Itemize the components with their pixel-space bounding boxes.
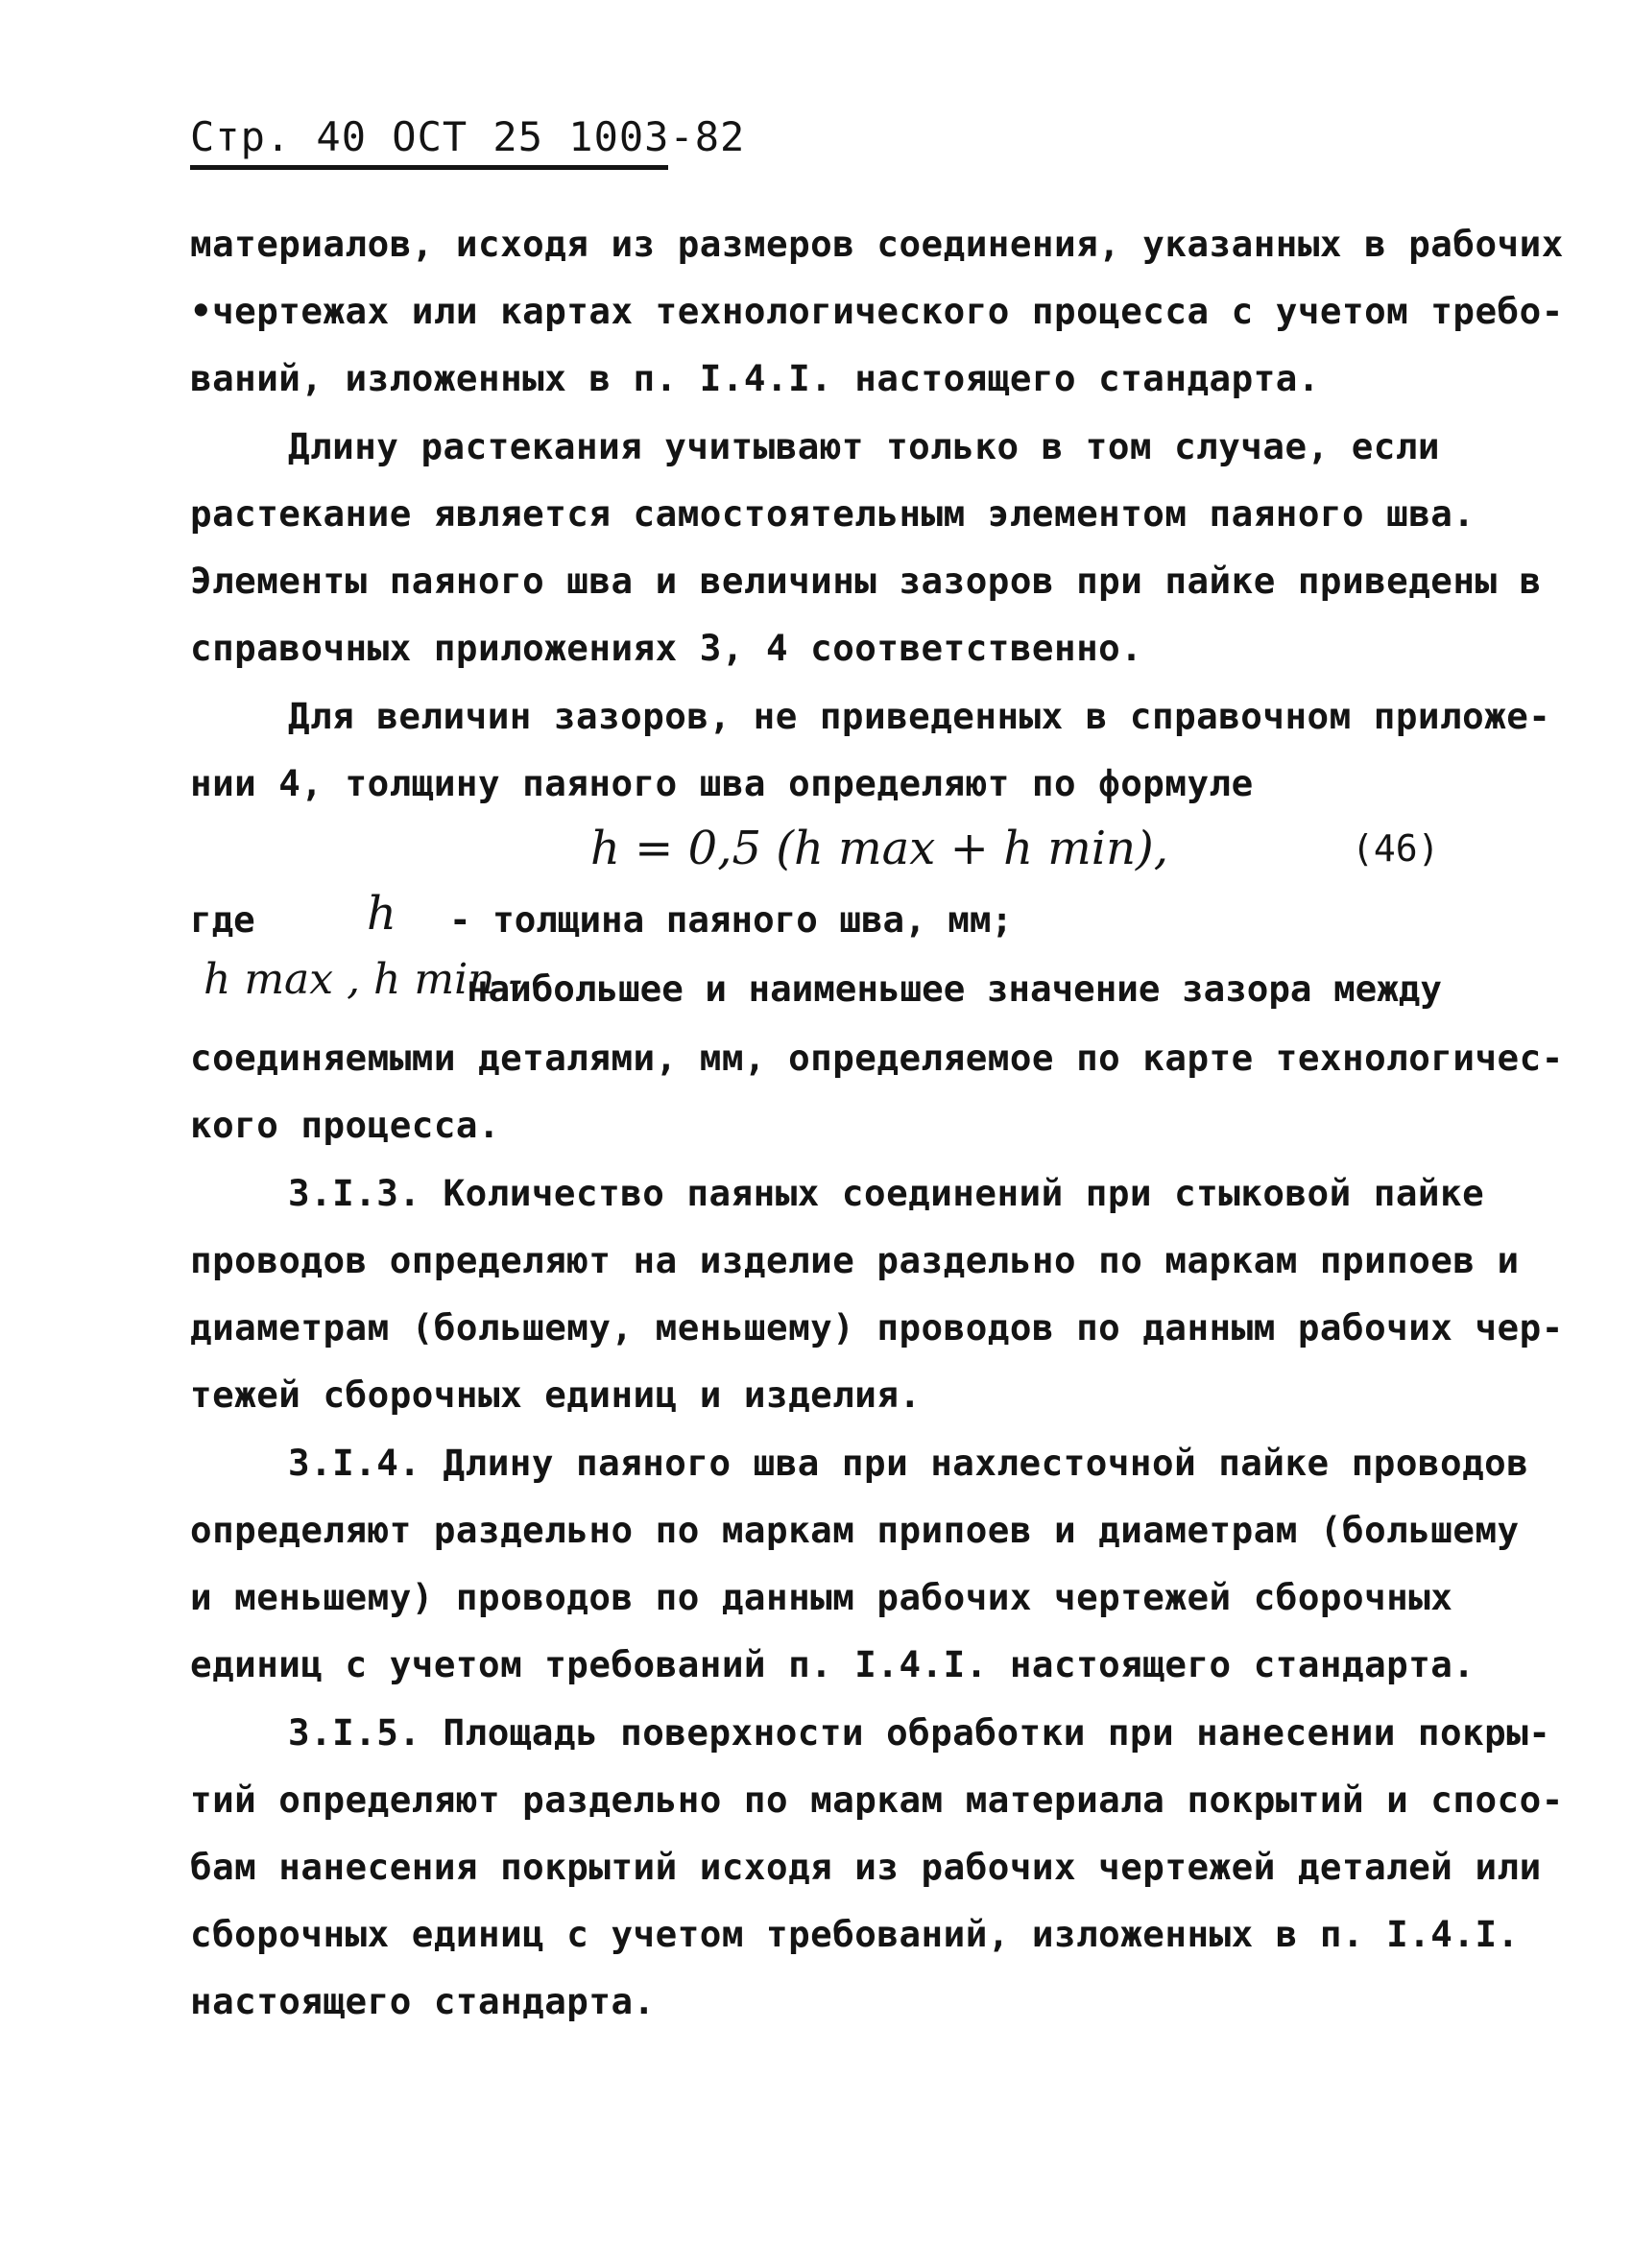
text-line: и меньшему) проводов по данным рабочих чертежей сборочных: [190, 1576, 1453, 1618]
text-line: тежей сборочных единиц и изделия.: [190, 1373, 922, 1416]
text-line: Элементы паяного шва и величины зазоров при пайке приведены в: [190, 560, 1542, 602]
text-line: Длину растекания учитывают только в том случае, если: [288, 425, 1440, 467]
text-line: растекание является самостоятельным элементом паяного шва.: [190, 492, 1476, 535]
variable-h-description: - толщина паяного шва, мм;: [449, 898, 1013, 941]
text-line: бам нанесения покрытий исходя из рабочих чертежей деталей или: [190, 1846, 1542, 1888]
header-underline: [190, 165, 668, 170]
text-line: •чертежах или картах технологического процесса с учетом требо-: [190, 290, 1564, 332]
text-line: нии 4, толщину паяного шва определяют по формуле: [190, 762, 1254, 804]
variable-hmax-hmin-description: наибольшее и наименьшее значение зазора между: [467, 967, 1442, 1010]
where-label: где: [190, 898, 255, 941]
text-line: единиц с учетом требований п. I.4.I. настоящего стандарта.: [190, 1643, 1476, 1685]
text-line: 3.I.3. Количество паяных соединений при стыковой пайке: [288, 1172, 1485, 1214]
text-line: Для величин зазоров, не приведенных в справочном приложе-: [288, 695, 1551, 737]
text-line: проводов определяют на изделие раздельно по маркам припоев и: [190, 1239, 1520, 1281]
text-line: справочных приложениях 3, 4 соответственно.: [190, 627, 1143, 669]
text-line: сборочных единиц с учетом требований, изложенных в п. I.4.I.: [190, 1913, 1520, 1955]
text-line: кого процесса.: [190, 1104, 501, 1146]
text-line: ваний, изложенных в п. I.4.I. настоящего стандарта.: [190, 357, 1320, 399]
text-line: соединяемыми деталями, мм, определяемое по карте технологичес-: [190, 1037, 1564, 1079]
text-line: материалов, исходя из размеров соединения, указанных в рабочих: [190, 223, 1564, 265]
variable-hmax-hmin: h max , h min -: [204, 955, 523, 1004]
text-line: тий определяют раздельно по маркам материала покрытий и спосо-: [190, 1779, 1564, 1821]
page-header: Стр. 40 ОСТ 25 1003-82: [190, 113, 746, 160]
text-line: диаметрам (большему, меньшему) проводов по данным рабочих чер-: [190, 1306, 1564, 1349]
text-line: 3.I.4. Длину паяного шва при нахлесточной пайке проводов: [288, 1442, 1529, 1484]
formula: h = 0,5 (h max + h min),: [590, 822, 1169, 875]
formula-number: (46): [1352, 827, 1440, 870]
variable-h: h: [367, 887, 396, 941]
text-line: 3.I.5. Площадь поверхности обработки при нанесении покры-: [288, 1711, 1551, 1754]
text-line: настоящего стандарта.: [190, 1980, 656, 2022]
text-line: определяют раздельно по маркам припоев и диаметрам (большему: [190, 1509, 1520, 1551]
